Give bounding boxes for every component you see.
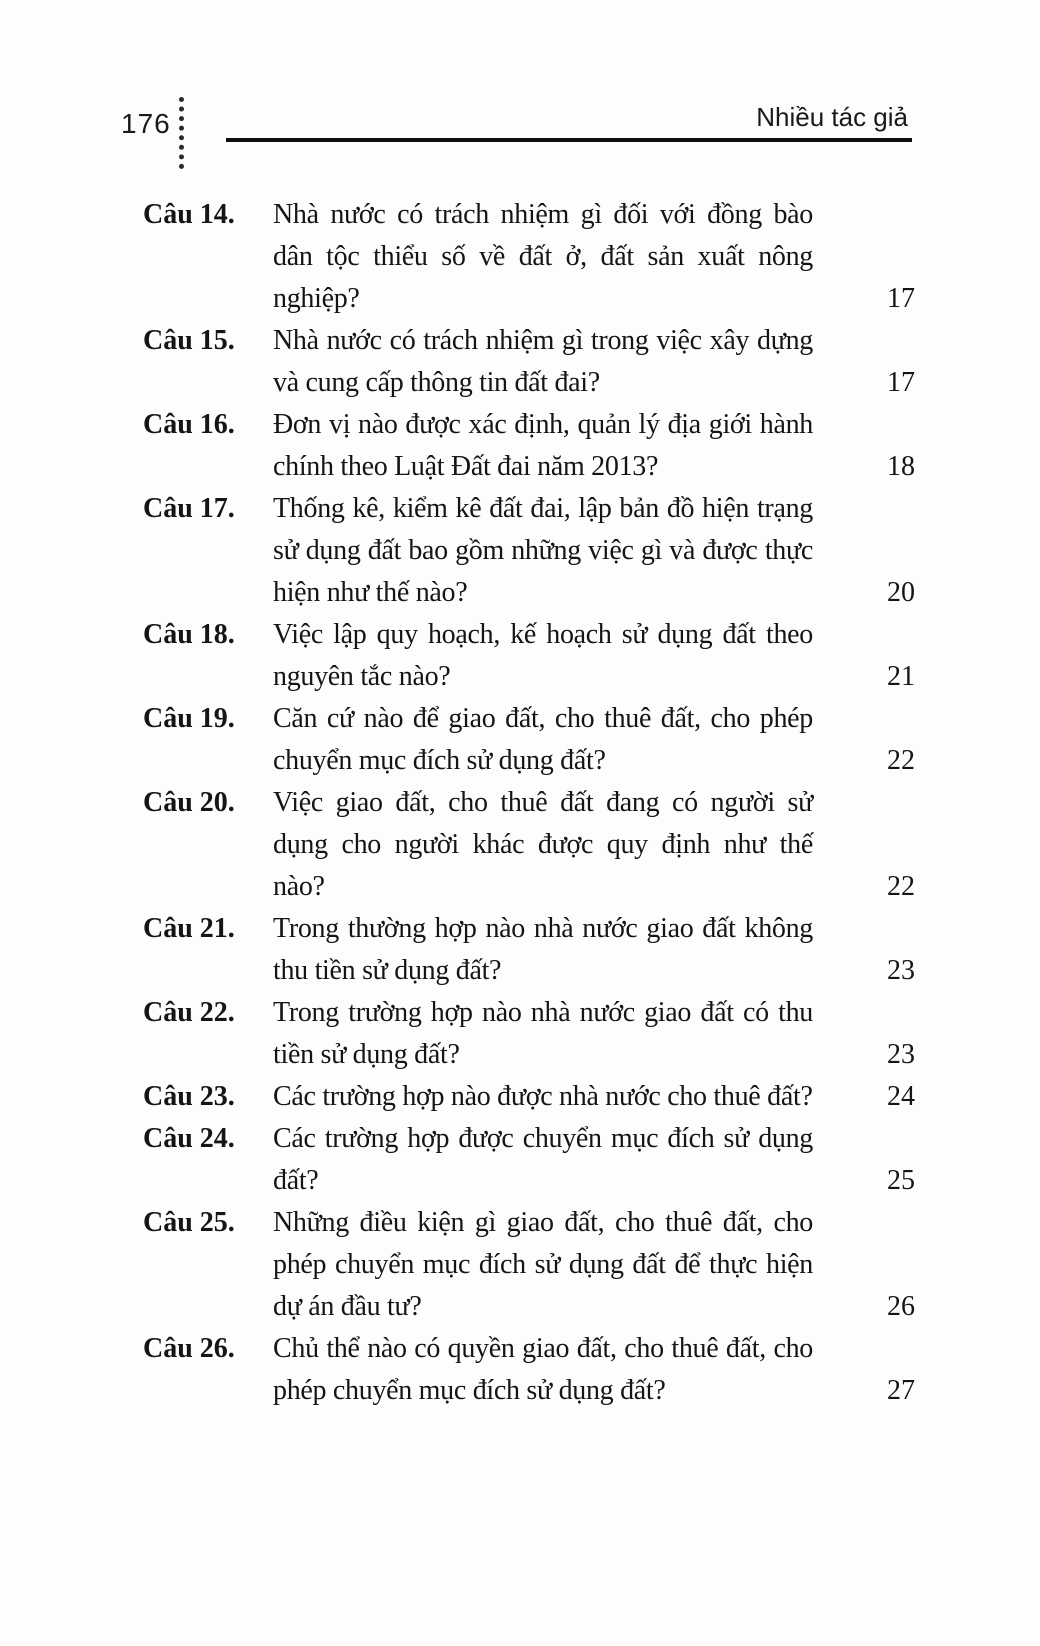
entry-page: 23 — [887, 955, 915, 986]
entry-page: 22 — [887, 871, 915, 902]
entry-page: 17 — [887, 367, 915, 398]
entry-page: 18 — [887, 451, 915, 482]
entry-page: 23 — [887, 1039, 915, 1070]
toc-entry — [143, 698, 915, 782]
entry-question: Các trường hợp nào được nhà nước cho thuê đất? — [273, 1081, 813, 1112]
entry-question: Trong trường hợp nào nhà nước giao đất có thu tiền sử dụng đất? — [273, 997, 813, 1070]
entry-question: Nhà nước có trách nhiệm gì đối với đồng bào dân tộc thiểu số về đất ở, đất sản xuất nông nghiệp? — [273, 199, 813, 314]
entry-page: 22 — [887, 745, 915, 776]
entry-label: Câu 21. — [143, 913, 235, 944]
entry-question: Chủ thể nào có quyền giao đất, cho thuê đất, cho phép chuyển mục đích sử dụng đất? — [273, 1333, 813, 1406]
folio-page-number: 176 — [121, 108, 171, 139]
entry-label: Câu 26. — [143, 1333, 235, 1364]
toc-entry — [143, 404, 915, 488]
entry-label: Câu 20. — [143, 787, 235, 818]
entry-question: Các trường hợp được chuyển mục đích sử dụng đất? — [273, 1123, 813, 1196]
header-rule — [226, 138, 912, 142]
chain-ornament — [179, 97, 184, 169]
entry-page: 26 — [887, 1291, 915, 1322]
entry-question: Đơn vị nào được xác định, quản lý địa giới hành chính theo Luật Đất đai năm 2013? — [273, 409, 813, 482]
entry-label: Câu 15. — [143, 325, 235, 356]
entry-question: Những điều kiện gì giao đất, cho thuê đất, cho phép chuyển mục đích sử dụng đất để thực hiện dự án đầu tư? — [273, 1207, 813, 1322]
toc-entry — [143, 194, 915, 320]
toc-entry — [143, 1202, 915, 1328]
entry-label: Câu 19. — [143, 703, 235, 734]
entry-page: 25 — [887, 1165, 915, 1196]
toc-entry — [143, 782, 915, 908]
entry-label: Câu 17. — [143, 493, 235, 524]
toc-entry — [143, 1118, 915, 1202]
toc-entry — [143, 992, 915, 1076]
entry-label: Câu 25. — [143, 1207, 235, 1238]
toc-entry — [143, 614, 915, 698]
entry-label: Câu 18. — [143, 619, 235, 650]
entry-label: Câu 24. — [143, 1123, 235, 1154]
toc-entry — [143, 320, 915, 404]
entry-question: Trong thường hợp nào nhà nước giao đất không thu tiền sử dụng đất? — [273, 913, 813, 986]
entry-page: 27 — [887, 1375, 915, 1406]
entry-question: Việc giao đất, cho thuê đất đang có người sử dụng cho người khác được quy định như thế nào? — [273, 787, 813, 902]
toc-entry — [143, 908, 915, 992]
entry-label: Câu 22. — [143, 997, 235, 1028]
entry-question: Thống kê, kiểm kê đất đai, lập bản đồ hiện trạng sử dụng đất bao gồm những việc gì và được thực hiện như thế nào? — [273, 493, 813, 608]
entry-label: Câu 14. — [143, 199, 235, 230]
toc-entry — [143, 1076, 915, 1118]
entry-question: Việc lập quy hoạch, kế hoạch sử dụng đất theo nguyên tắc nào? — [273, 619, 813, 692]
entry-label: Câu 23. — [143, 1081, 235, 1112]
entry-page: 21 — [887, 661, 915, 692]
entry-label: Câu 16. — [143, 409, 235, 440]
entry-page: 24 — [887, 1081, 915, 1112]
entry-question: Nhà nước có trách nhiệm gì trong việc xây dựng và cung cấp thông tin đất đai? — [273, 325, 813, 398]
toc-list — [143, 194, 915, 1412]
entry-page: 17 — [887, 283, 915, 314]
entry-page: 20 — [887, 577, 915, 608]
toc-entry — [143, 1328, 915, 1412]
running-title: Nhiều tác giả — [756, 102, 908, 132]
entry-question: Căn cứ nào để giao đất, cho thuê đất, cho phép chuyển mục đích sử dụng đất? — [273, 703, 813, 776]
toc-entry — [143, 488, 915, 614]
